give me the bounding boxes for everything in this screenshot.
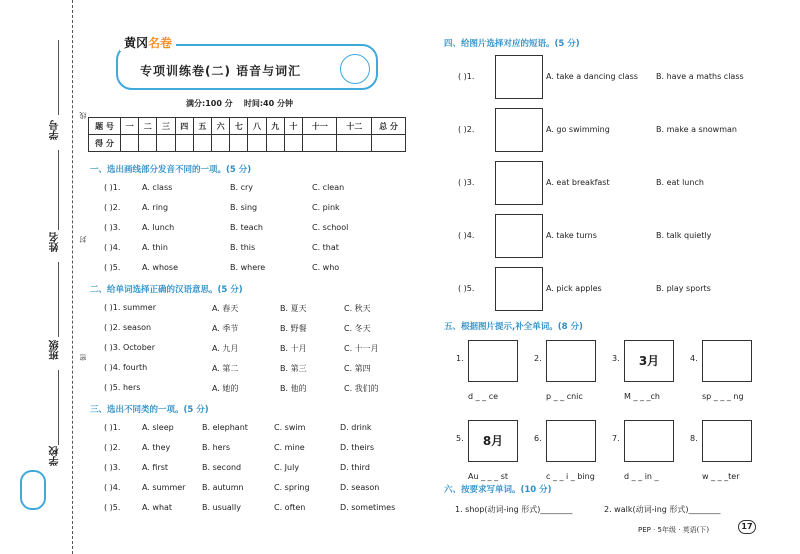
option-c: C. spring bbox=[274, 483, 310, 492]
page-number: 17 bbox=[738, 520, 756, 534]
question-number: ( )4. bbox=[458, 231, 475, 240]
option-a: A. 春天 bbox=[212, 304, 239, 313]
picture-number: 6. bbox=[534, 434, 542, 443]
option-a: A. summer bbox=[142, 483, 186, 492]
picture-icon bbox=[546, 420, 596, 462]
sec6-item-1: 1. shop(动词-ing 形式)________ bbox=[455, 505, 573, 514]
sec2-row bbox=[104, 343, 404, 355]
picture-number: 7. bbox=[612, 434, 620, 443]
picture-number: 4. bbox=[690, 354, 698, 363]
option-c: C. school bbox=[312, 223, 349, 232]
option-a: A. take a dancing class bbox=[546, 72, 638, 81]
class-line bbox=[58, 262, 59, 337]
question-number: ( )1. bbox=[104, 423, 121, 432]
option-b: B. 夏天 bbox=[280, 304, 307, 313]
option-c: C. 冬天 bbox=[344, 324, 371, 333]
picture-icon bbox=[468, 340, 518, 382]
picture-icon: 8月 bbox=[468, 420, 518, 462]
option-d: D. third bbox=[340, 463, 370, 472]
picture-icon bbox=[495, 214, 543, 258]
class-label: 班级 bbox=[50, 340, 61, 360]
name-line bbox=[58, 150, 59, 230]
option-b: B. usually bbox=[202, 503, 241, 512]
student-number-label: 学号 bbox=[50, 120, 61, 140]
option-d: D. theirs bbox=[340, 443, 375, 452]
option-b: B. second bbox=[202, 463, 242, 472]
sec1-row bbox=[104, 223, 404, 235]
picture-icon bbox=[495, 267, 543, 311]
question-number: ( )4. bbox=[104, 243, 121, 252]
option-b: B. 野餐 bbox=[280, 324, 307, 333]
word-blank: sp _ _ _ ng bbox=[702, 392, 744, 401]
option-b: B. 他的 bbox=[280, 384, 307, 393]
question-number: ( )5. bbox=[104, 503, 121, 512]
option-c: C. often bbox=[274, 503, 306, 512]
option-c: C. 秋天 bbox=[344, 304, 371, 313]
option-c: C. July bbox=[274, 463, 300, 472]
word-blank: c _ _ i _ bing bbox=[546, 472, 595, 481]
option-c: C. swim bbox=[274, 423, 306, 432]
question-word: ( )3. October bbox=[104, 343, 155, 352]
sec1-row bbox=[104, 183, 404, 195]
sec3-row bbox=[104, 423, 404, 435]
option-a: A. eat breakfast bbox=[546, 178, 610, 187]
option-c: C. 我们的 bbox=[344, 384, 379, 393]
option-b: B. eat lunch bbox=[656, 178, 704, 187]
option-a: A. first bbox=[142, 463, 169, 472]
option-c: C. who bbox=[312, 263, 340, 272]
question-number: ( )2. bbox=[104, 443, 121, 452]
option-a: A. take turns bbox=[546, 231, 597, 240]
option-a: A. 第二 bbox=[212, 364, 239, 373]
question-word: ( )1. summer bbox=[104, 303, 156, 312]
option-a: A. 她的 bbox=[212, 384, 239, 393]
sec2-row bbox=[104, 303, 404, 315]
section-1-title: 一、选出画线部分发音不同的一项。(5 分) bbox=[90, 165, 252, 175]
seal-mi-mark: 密 bbox=[79, 354, 87, 361]
option-b: B. elephant bbox=[202, 423, 248, 432]
question-number: ( )1. bbox=[458, 72, 475, 81]
section-6-title: 六、按要求写单词。(10 分) bbox=[444, 485, 552, 495]
name-label: 姓名 bbox=[50, 232, 61, 252]
score-table: 题 号 一 二 三 四 五 六 七 八 九 十 十一 十二 总 分 得 分 bbox=[88, 117, 406, 152]
option-a: A. they bbox=[142, 443, 171, 452]
picture-number: 8. bbox=[690, 434, 698, 443]
option-a: A. class bbox=[142, 183, 173, 192]
option-a: A. 季节 bbox=[212, 324, 239, 333]
option-b: B. talk quietly bbox=[656, 231, 712, 240]
option-a: A. 九月 bbox=[212, 344, 239, 353]
option-b: B. cry bbox=[230, 183, 253, 192]
mascot-icon bbox=[20, 470, 46, 510]
option-c: C. clean bbox=[312, 183, 345, 192]
section-4-title: 四、给图片选择对应的短语。(5 分) bbox=[444, 39, 580, 49]
picture-icon bbox=[546, 340, 596, 382]
question-number: ( )4. bbox=[104, 483, 121, 492]
question-word: ( )4. fourth bbox=[104, 363, 148, 372]
question-word: ( )5. hers bbox=[104, 383, 141, 392]
option-d: D. drink bbox=[340, 423, 372, 432]
option-c: C. that bbox=[312, 243, 339, 252]
picture-number: 2. bbox=[534, 354, 542, 363]
picture-icon bbox=[624, 420, 674, 462]
question-number: ( )3. bbox=[104, 463, 121, 472]
question-number: ( )5. bbox=[458, 284, 475, 293]
word-blank: M _ _ _ch bbox=[624, 392, 660, 401]
option-a: A. what bbox=[142, 503, 173, 512]
picture-number: 1. bbox=[456, 354, 464, 363]
brand-logo: 黄冈名卷 bbox=[120, 34, 176, 51]
picture-number: 5. bbox=[456, 434, 464, 443]
seal-feng-mark: 封 bbox=[79, 236, 87, 243]
option-b: B. autumn bbox=[202, 483, 244, 492]
sec3-row bbox=[104, 503, 404, 515]
option-b: B. where bbox=[230, 263, 266, 272]
sec1-row bbox=[104, 243, 404, 255]
option-b: B. sing bbox=[230, 203, 258, 212]
picture-icon bbox=[495, 55, 543, 99]
question-number: ( )3. bbox=[104, 223, 121, 232]
option-b: B. 十月 bbox=[280, 344, 307, 353]
section-5-title: 五、根据图片提示,补全单词。(8 分) bbox=[444, 322, 583, 332]
option-c: C. mine bbox=[274, 443, 305, 452]
option-b: B. 第三 bbox=[280, 364, 307, 373]
option-b: B. make a snowman bbox=[656, 125, 737, 134]
option-d: D. season bbox=[340, 483, 380, 492]
option-b: B. teach bbox=[230, 223, 264, 232]
sec3-row bbox=[104, 443, 404, 455]
sec1-row bbox=[104, 203, 404, 215]
sec2-row bbox=[104, 383, 404, 395]
option-b: B. play sports bbox=[656, 284, 711, 293]
word-blank: d _ _ in _ bbox=[624, 472, 659, 481]
school-label: 学校 bbox=[50, 446, 61, 466]
question-number: ( )2. bbox=[104, 203, 121, 212]
option-c: C. pink bbox=[312, 203, 340, 212]
seal-line-mark: 线 bbox=[79, 112, 87, 119]
section-3-title: 三、选出不同类的一项。(5 分) bbox=[90, 405, 209, 415]
picture-icon bbox=[702, 340, 752, 382]
sec3-row bbox=[104, 463, 404, 475]
option-a: A. pick apples bbox=[546, 284, 602, 293]
question-number: ( )3. bbox=[458, 178, 475, 187]
option-a: A. lunch bbox=[142, 223, 175, 232]
sec2-row bbox=[104, 363, 404, 375]
option-b: B. this bbox=[230, 243, 256, 252]
option-d: D. sometimes bbox=[340, 503, 396, 512]
question-number: ( )1. bbox=[104, 183, 121, 192]
option-a: A. thin bbox=[142, 243, 168, 252]
word-blank: w _ _ _ter bbox=[702, 472, 740, 481]
page-title: 专项训练卷(二) 语音与词汇 bbox=[140, 64, 302, 78]
footer-text: PEP · 5年级 · 英语(下) bbox=[638, 526, 710, 534]
word-blank: d _ _ ce bbox=[468, 392, 499, 401]
picture-icon bbox=[702, 420, 752, 462]
option-b: B. have a maths class bbox=[656, 72, 744, 81]
option-a: A. ring bbox=[142, 203, 169, 212]
option-a: A. whose bbox=[142, 263, 179, 272]
question-number: ( )5. bbox=[104, 263, 121, 272]
word-blank: Au _ _ _ st bbox=[468, 472, 509, 481]
school-line bbox=[58, 370, 59, 445]
option-c: C. 十一月 bbox=[344, 344, 379, 353]
sec2-row bbox=[104, 323, 404, 335]
picture-icon bbox=[495, 161, 543, 205]
sec6-item-2: 2. walk(动词-ing 形式)________ bbox=[604, 505, 721, 514]
question-word: ( )2. season bbox=[104, 323, 152, 332]
option-c: C. 第四 bbox=[344, 364, 371, 373]
exam-meta: 满分:100 分 时间:40 分钟 bbox=[186, 99, 293, 108]
option-b: B. hers bbox=[202, 443, 231, 452]
option-a: A. sleep bbox=[142, 423, 174, 432]
sec3-row bbox=[104, 483, 404, 495]
word-blank: p _ _ cnic bbox=[546, 392, 583, 401]
rabbit-icon bbox=[340, 54, 370, 84]
section-2-title: 二、给单词选择正确的汉语意思。(5 分) bbox=[90, 285, 243, 295]
question-number: ( )2. bbox=[458, 125, 475, 134]
picture-number: 3. bbox=[612, 354, 620, 363]
picture-icon: 3月 bbox=[624, 340, 674, 382]
picture-icon bbox=[495, 108, 543, 152]
option-a: A. go swimming bbox=[546, 125, 610, 134]
student-number-line bbox=[58, 40, 59, 115]
cut-line bbox=[72, 0, 73, 554]
sec1-row bbox=[104, 263, 404, 275]
